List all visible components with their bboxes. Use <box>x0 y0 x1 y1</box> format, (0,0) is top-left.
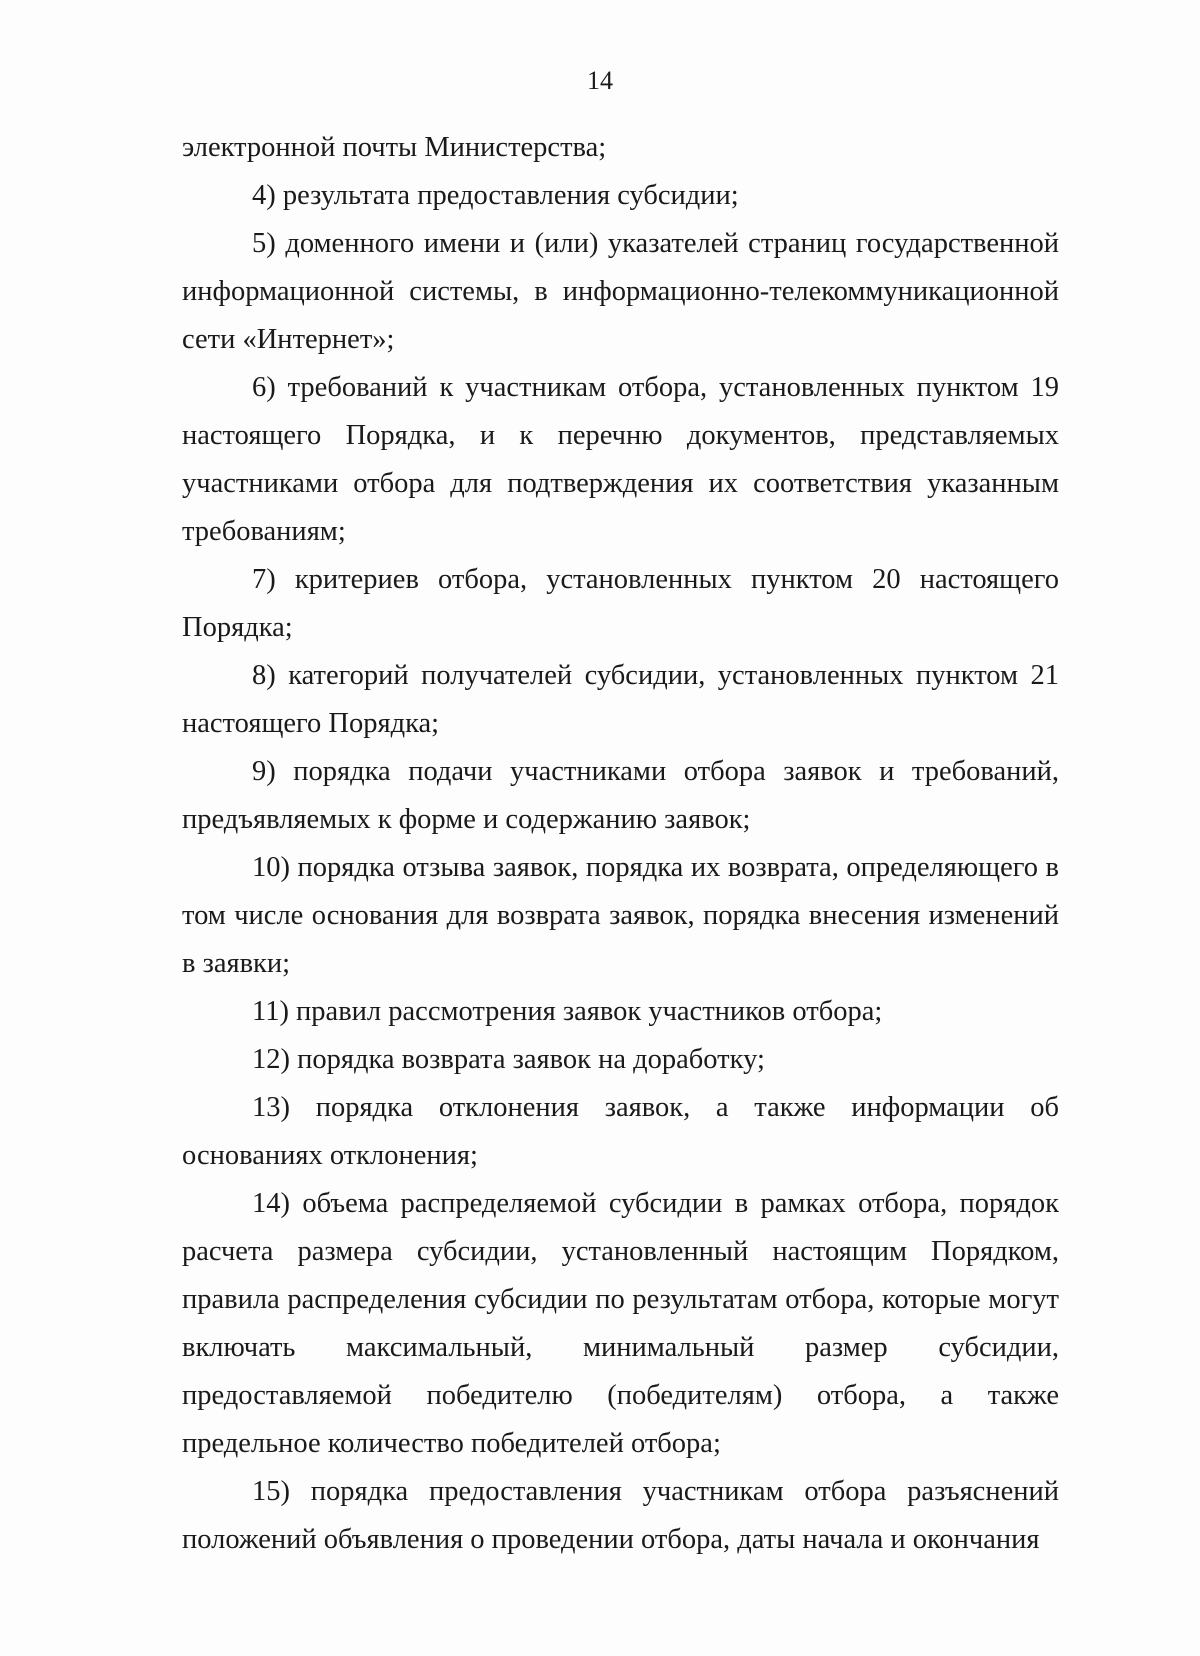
list-item-8: 8) категорий получателей субсидии, установленных пунктом 21 настоящего Порядка; <box>182 660 1059 739</box>
list-item-7: 7) критериев отбора, установленных пунктом 20 настоящего Порядка; <box>182 564 1059 643</box>
list-item-5: 5) доменного имени и (или) указателей страниц государственной информационной системы, в информационно-телекоммуникационной сети «Интернет»; <box>182 228 1059 355</box>
list-item-9: 9) порядка подачи участниками отбора заявок и требований, предъявляемых к форме и содержанию заявок; <box>182 756 1059 835</box>
page-number: 14 <box>587 66 613 95</box>
list-item-14: 14) объема распределяемой субсидии в рамках отбора, порядок расчета размера субсидии, установленный настоящим Порядком, правила распределения субсидии по результатам отбора, которые могут включать максимальный, минимальный размер субсидии, предоставляемой победителю (победителям) отбора, а также предельное количество победителей отбора; <box>182 1188 1059 1459</box>
list-item-15: 15) порядка предоставления участникам отбора разъяснений положений объявления о проведении отбора, даты начала и окончания <box>182 1476 1059 1555</box>
list-item-12: 12) порядка возврата заявок на доработку; <box>252 1044 765 1075</box>
list-item-11: 11) правил рассмотрения заявок участников отбора; <box>252 996 883 1027</box>
document-body <box>182 124 1059 1564</box>
list-item-10: 10) порядка отзыва заявок, порядка их возврата, определяющего в том числе основания для возврата заявок, порядка внесения изменений в заявки; <box>182 852 1059 979</box>
list-item-4: 4) результата предоставления субсидии; <box>252 180 739 211</box>
paragraph-continuation: электронной почты Министерства; <box>182 132 607 163</box>
list-item-6: 6) требований к участникам отбора, установленных пунктом 19 настоящего Порядка, и к перечню документов, представляемых участниками отбора для подтверждения их соответствия указанным требованиям; <box>182 372 1059 547</box>
list-item-13: 13) порядка отклонения заявок, а также информации об основаниях отклонения; <box>182 1092 1059 1171</box>
